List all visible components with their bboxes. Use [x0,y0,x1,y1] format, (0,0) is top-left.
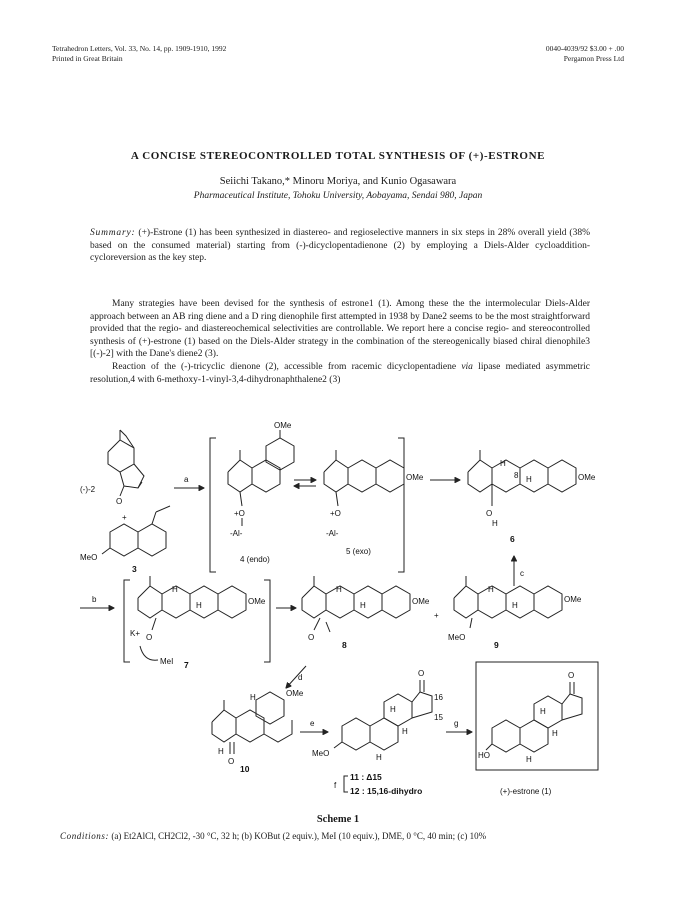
atom-number-16: 16 [434,693,443,702]
atom-al-5: -Al- [326,529,339,538]
atom-h-1a: H [540,707,546,716]
atom-number-8: 8 [514,471,519,480]
atom-al-4: -Al- [230,529,243,538]
reagent-d: d [298,673,303,682]
label-compound-5: 5 (exo) [346,547,371,556]
atom-h-6c: H [492,519,498,528]
paper-title: A CONCISE STEREOCONTROLLED TOTAL SYNTHESIS OF (+)-ESTRONE [130,150,546,162]
reagent-b: b [92,595,97,604]
atom-h-7a: H [172,585,178,594]
plus-sign-1: + [122,513,127,522]
conditions-text: (a) Et2AlCl, CH2Cl2, -30 °C, 32 h; (b) KOBut (2 equiv.), MeI (10 equiv.), DME, 0 °C, 40 min; (c) 10% [111,831,487,841]
reagent-e: e [310,719,315,728]
label-compound-10: 10 [240,764,250,774]
affiliation: Pharmaceutical Institute, Tohoku University, Aobayama, Sendai 980, Japan [193,191,483,201]
atom-mei-7: MeI [160,657,174,666]
label-compound-4: 4 (endo) [240,555,270,564]
atom-h-1b: H [526,755,532,764]
atom-h-6b: H [526,475,532,484]
article-code: 0040-4039/92 $3.00 + .00 [545,44,624,53]
atom-o-7: O [146,633,153,642]
atom-o-11: O [418,669,425,678]
atom-ome-7: OMe [248,597,266,606]
atom-h-11b: H [376,753,382,762]
scheme-caption: Scheme 1 [316,814,360,825]
atom-h-9b: H [512,601,518,610]
reagent-c: c [520,569,524,578]
compound-9-structure [454,576,562,628]
summary-text: (+)-Estrone (1) has been synthesized in diastereo- and regioselective manners in six steps in 28% overall yield (38% based on the consumed material) starting from (-)-dicyclopentadienone (2) by employing a Diels-Alder cycloaddition-cycloreversion as the key step. [90,228,591,264]
journal-citation: Tetrahedron Letters, Vol. 33, No. 14, pp. 1909-1910, 1992 [52,44,227,53]
compound-3-structure [102,506,170,556]
reagent-f: f [334,781,337,790]
label-compound-11: 11 : Δ15 [350,772,382,782]
label-compound-3: 3 [132,564,137,574]
paragraph-2-end: lipase mediated asymmetric resolution,4 with 6-methoxy-1-vinyl-3,4-dihydronaphthalene2 (3) [90,361,590,385]
atom-ome-5: OMe [406,473,424,482]
atom-o-2: O [116,497,123,506]
atom-h-11a: H [390,705,396,714]
summary-block [90,227,590,265]
paragraph-2-start: Reaction of the (-)-tricyclic dienone (2), accessible from racemic dicyclopentadiene [112,361,462,372]
atom-ome-8: OMe [412,597,430,606]
atom-h-8a: H [336,585,342,594]
conditions-label: Conditions: [60,831,110,841]
atom-ome-6: OMe [578,473,596,482]
paragraph-1: Many strategies have been devised for the synthesis of estrone1 (1). Among these the the intermolecular Diels-Alder approach between an AB ring diene and a D ring dienophile first attempted in 1938 by Dane2 seems to be the most straightforward provided that the regio- and diastereochemical selectivities are controllable. We report here a concise regio- and stereocontrolled synthesis of (+)-estrone (1) based on the Diels-Alder strategy in the combination of the stereogenically biased chiral dienophile3 [(-)-2] with the Dane's diene2 (3). [90,299,590,360]
atom-h-6a: H [500,459,506,468]
atom-meo-9: MeO [448,633,466,642]
atom-h-8b: H [360,601,366,610]
label-compound-12: 12 : 15,16-dihydro [350,786,423,796]
author-list: Seiichi Takano,* Minoru Moriya, and Kunio Ogasawara [219,176,457,187]
atom-h-10b: H [218,747,224,756]
atom-ome-10: OMe [286,689,304,698]
body-text [90,298,590,386]
label-compound-7: 7 [184,660,189,670]
compound-5-structure [324,450,404,506]
atom-o-8: O [308,633,315,642]
compound-11-structure [334,680,432,750]
atom-h-10a: H [250,693,256,702]
atom-ome-4: OMe [274,422,292,430]
printed-location: Printed in Great Britain [52,54,123,63]
label-compound-9: 9 [494,640,499,650]
compound-1-structure [486,682,582,752]
summary-label: Summary: [90,228,136,238]
atom-o-6: O [486,509,493,518]
publisher-header [546,44,624,64]
reaction-scheme [80,422,600,802]
atom-o-10: O [228,757,235,766]
compound-8-structure [302,576,410,632]
atom-o-1: O [568,671,575,680]
compound-2-structure [108,430,144,496]
reagent-g: g [454,719,459,728]
label-compound-1: (+)-estrone (1) [500,787,552,796]
paragraph-2 [90,361,590,386]
label-compound-6: 6 [510,534,515,544]
compound-6-structure [468,450,576,506]
atom-plus-o-4: +O [234,509,245,518]
reagent-a: a [184,475,189,484]
atom-k-7: K+ [130,629,141,638]
atom-meo-11: MeO [312,749,330,758]
estrone-box [476,662,598,770]
label-compound-2: (-)-2 [80,485,96,494]
journal-header [52,44,226,64]
atom-h-9a: H [488,585,494,594]
atom-meo-3: MeO [80,553,98,562]
atom-h-1c: H [552,729,558,738]
atom-ome-9: OMe [564,595,582,604]
conditions-block [60,830,620,842]
atom-h-7b: H [196,601,202,610]
atom-number-15: 15 [434,713,443,722]
compound-7-structure [138,576,246,660]
plus-sign-2: + [434,611,439,620]
atom-plus-o-5: +O [330,509,341,518]
label-compound-8: 8 [342,640,347,650]
paragraph-2-via: via [461,361,473,372]
atom-ho-1: HO [478,751,490,760]
atom-h-11c: H [402,727,408,736]
publisher-name: Pergamon Press Ltd [563,54,624,63]
